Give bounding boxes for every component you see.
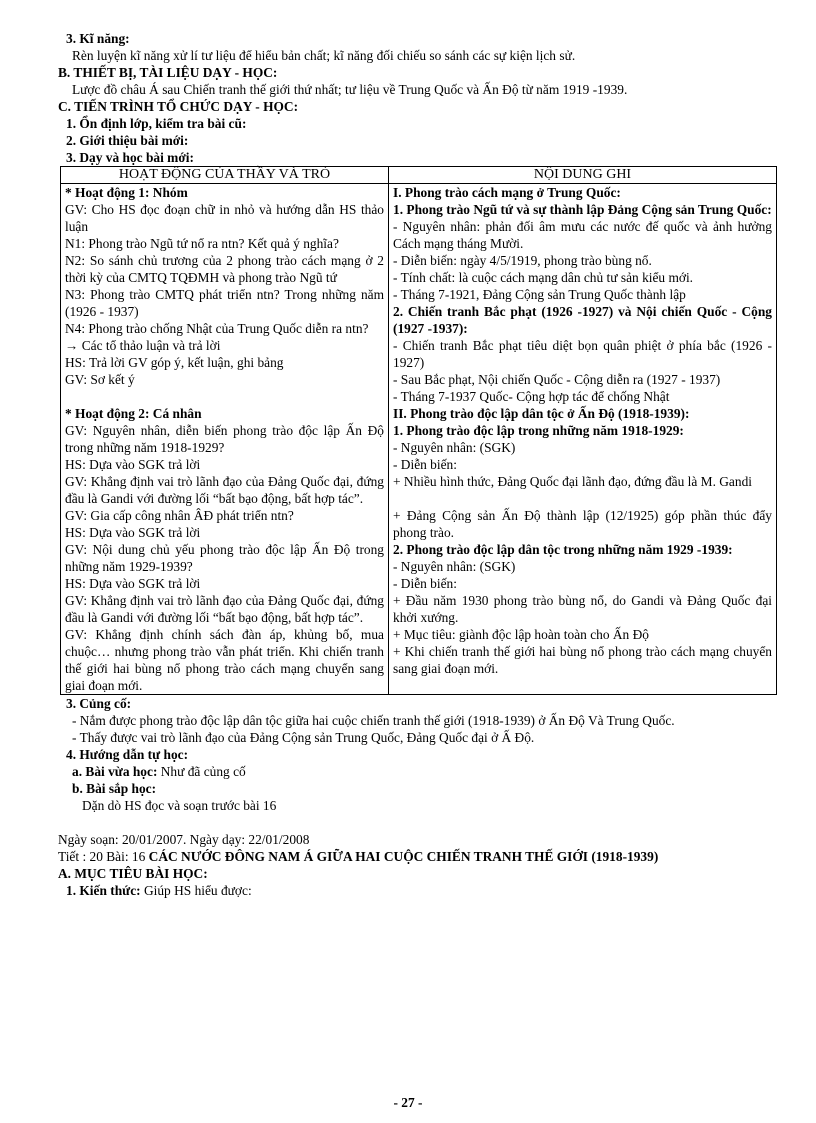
knowledge-label: 1. Kiến thức: <box>66 883 141 898</box>
knowledge-line <box>58 882 778 899</box>
left-bottom-paragraph: GV: Khẳng định vai trò lãnh đạo của Đảng Quốc đại, đứng đầu là Gandi với đường lối “bất bạo động, bất hợp tác”. <box>65 474 384 506</box>
left-top-paragraph: * Hoạt động 1: Nhóm <box>65 185 188 200</box>
right-bottom-paragraph: + Khi chiến tranh thế giới hai bùng nổ phong trào cách mạng chuyển sang giai đoạn mới. <box>393 644 772 676</box>
col-header-activities: HOẠT ĐỘNG CỦA THẦY VÀ TRÒ <box>61 167 389 184</box>
right-bottom-paragraph: + Đầu năm 1930 phong trào bùng nổ, do Gandi và Đảng Quốc đại khởi xướng. <box>393 593 772 625</box>
left-top-paragraph: N1: Phong trào Ngũ tứ nổ ra ntn? Kết quả ý nghĩa? <box>65 236 339 251</box>
left-bottom-block <box>65 405 384 694</box>
right-bottom-paragraph: + Đảng Cộng sản Ấn Độ thành lập (12/1925) góp phần thúc đẩy phong trào. <box>393 508 772 540</box>
right-bottom-paragraph <box>393 490 772 507</box>
section-a-heading: A. MỤC TIÊU BÀI HỌC: <box>58 866 208 881</box>
consolidate-heading: 3. Củng cố: <box>66 696 132 711</box>
right-top-paragraph: I. Phong trào cách mạng ở Trung Quốc: <box>393 185 621 200</box>
left-bottom-paragraph: GV: Khẳng định vai trò lãnh đạo của Đảng Quốc đại, đứng đầu là Gandi với đường lối “bất bạo động, bất hợp tác”. <box>65 593 384 625</box>
right-top-paragraph: - Tháng 7-1921, Đảng Cộng sản Trung Quốc thành lập <box>393 287 686 302</box>
right-bottom-paragraph: - Nguyên nhân: (SGK) <box>393 440 516 455</box>
right-top-paragraph: 1. Phong trào Ngũ tứ và sự thành lập Đảng Cộng sản Trung Quốc: <box>393 202 772 217</box>
consolidate-item-2: - Thấy được vai trò lãnh đạo của Đảng Cộng sản Trung Quốc, Đảng Quốc đại ở Ấ Độ. <box>72 730 535 745</box>
consolidate-item-1: - Nắm được phong trào độc lập dân tộc giữa hai cuộc chiến tranh thế giới (1918-1939) ở Ấn Độ Và Trung Quốc. <box>72 713 675 728</box>
right-top-paragraph: - Sau Bắc phạt, Nội chiến Quốc - Cộng diễn ra (1927 - 1937) <box>393 372 721 387</box>
step-2: 2. Giới thiệu bài mới: <box>66 133 189 148</box>
left-top-paragraph: N3: Phong trào CMTQ phát triển ntn? Trong những năm (1926 - 1937) <box>65 287 384 319</box>
homework-a-text: Như đã củng cố <box>157 764 246 779</box>
homework-a <box>58 763 778 780</box>
right-top-paragraph: - Tính chất: là cuộc cách mạng dân chủ tư sản kiểu mới. <box>393 270 694 285</box>
right-top-paragraph: - Nguyên nhân: phản đối âm mưu các nước đế quốc và ảnh hưởng Cách mạng tháng Mười. <box>393 219 772 251</box>
left-top-paragraph: GV: Sơ kết ý <box>65 372 135 387</box>
knowledge-text: Giúp HS hiểu được: <box>140 883 252 898</box>
left-bottom-paragraph: HS: Dựa vào SGK trả lời <box>65 576 201 591</box>
right-bottom-paragraph: + Mục tiêu: giành độc lập hoàn toàn cho Ấn Độ <box>393 627 649 642</box>
right-column <box>389 184 777 695</box>
section-c-heading: C. TIẾN TRÌNH TỔ CHỨC DẠY - HỌC: <box>58 99 299 114</box>
right-top-block <box>393 184 772 405</box>
right-bottom-paragraph: 1. Phong trào độc lập trong những năm 1918-1929: <box>393 423 684 438</box>
step-1: 1. Ổn định lớp, kiểm tra bài cũ: <box>66 116 247 131</box>
homework-heading: 4. Hướng dẫn tự học: <box>66 747 189 762</box>
left-bottom-paragraph: GV: Nội dung chủ yếu phong trào độc lập Ấn Độ trong những năm 1929-1939? <box>65 542 384 574</box>
left-top-paragraph: N2: So sánh chủ trương của 2 phong trào cách mạng ở 2 thời kỳ của CMTQ TQĐMH và phong trào Ngũ tứ <box>65 253 384 285</box>
right-bottom-block <box>393 405 772 677</box>
left-top-paragraph: GV: Cho HS đọc đoạn chữ in nhỏ và hướng dẫn HS thảo luận <box>65 202 384 234</box>
period-label: Tiết : 20 Bài: 16 <box>58 849 146 864</box>
right-bottom-paragraph: + Nhiều hình thức, Đảng Quốc đại lãnh đạo, đứng đầu là M. Gandi <box>393 474 752 489</box>
right-top-paragraph: 2. Chiến tranh Bắc phạt (1926 -1927) và Nội chiến Quốc - Cộng (1927 -1937): <box>393 304 772 336</box>
right-top-paragraph: - Chiến tranh Bắc phạt tiêu diệt bọn quân phiệt ở phía bắc (1926 - 1927) <box>393 338 772 370</box>
step-3: 3. Dạy và học bài mới: <box>66 150 194 165</box>
left-bottom-paragraph: HS: Dựa vào SGK trả lời <box>65 457 201 472</box>
col-header-notes: NỘI DUNG GHI <box>389 167 777 184</box>
left-top-paragraph: → Các tổ thảo luận và trả lời <box>65 338 221 353</box>
document-page <box>58 30 778 899</box>
homework-b-text: Dặn dò HS đọc và soạn trước bài 16 <box>82 798 277 813</box>
left-bottom-paragraph: GV: Nguyên nhân, diễn biến phong trào độc lập Ấn Độ trong những năm 1918-1929? <box>65 423 384 455</box>
left-column <box>61 184 389 695</box>
homework-b-label: b. Bài sắp học: <box>72 781 157 796</box>
page-number: - 27 - <box>393 1095 423 1110</box>
left-top-paragraph: HS: Trả lời GV góp ý, kết luận, ghi bảng <box>65 355 284 370</box>
lesson-title: CÁC NƯỚC ĐÔNG NAM Á GIỮA HAI CUỘC CHIẾN TRANH THẾ GIỚI (1918-1939) <box>148 849 659 864</box>
left-bottom-paragraph: * Hoạt động 2: Cá nhân <box>65 406 202 421</box>
right-top-paragraph: - Tháng 7-1937 Quốc- Cộng hợp tác để chống Nhật <box>393 389 670 404</box>
right-top-paragraph: - Diễn biến: ngày 4/5/1919, phong trào bùng nổ. <box>393 253 652 268</box>
left-bottom-paragraph: GV: Gia cấp công nhân ÂĐ phát triển ntn? <box>65 508 294 523</box>
left-bottom-paragraph: HS: Dựa vào SGK trả lời <box>65 525 201 540</box>
lesson-title-line <box>58 848 778 865</box>
right-bottom-paragraph: 2. Phong trào độc lập dân tộc trong những năm 1929 -1939: <box>393 542 733 557</box>
left-top-paragraph: N4: Phong trào chống Nhật của Trung Quốc diễn ra ntn? <box>65 321 369 336</box>
left-bottom-paragraph: GV: Khẳng định chính sách đàn áp, khủng bố, mua chuộc… nhưng phong trào vẫn phát triển. Khi chiến tranh thế giới hai bùng nổ phong trào cách mạng chuyển sang giai đoạn mới. <box>65 627 384 693</box>
right-bottom-paragraph: II. Phong trào độc lập dân tộc ở Ấn Độ (1918-1939): <box>393 406 690 421</box>
section-b-text: Lược đồ châu Á sau Chiến tranh thế giới thứ nhất; tư liệu về Trung Quốc và Ấn Độ từ năm 1919 -1939. <box>72 82 628 97</box>
skills-text: Rèn luyện kĩ năng xử lí tư liệu để hiểu bản chất; kĩ năng đối chiếu so sánh các sự kiện lịch sử. <box>72 48 576 63</box>
left-top-block <box>65 184 384 405</box>
lesson-table <box>60 166 777 695</box>
skills-heading: 3. Kĩ năng: <box>66 31 130 46</box>
right-bottom-paragraph: - Nguyên nhân: (SGK) <box>393 559 516 574</box>
right-bottom-paragraph: - Diễn biến: <box>393 576 457 591</box>
homework-a-label: a. Bài vừa học: <box>72 764 158 779</box>
right-bottom-paragraph: - Diễn biến: <box>393 457 457 472</box>
section-b-heading: B. THIẾT BỊ, TÀI LIỆU DẠY - HỌC: <box>58 65 278 80</box>
lesson-dates: Ngày soạn: 20/01/2007. Ngày dạy: 22/01/2008 <box>58 832 310 847</box>
